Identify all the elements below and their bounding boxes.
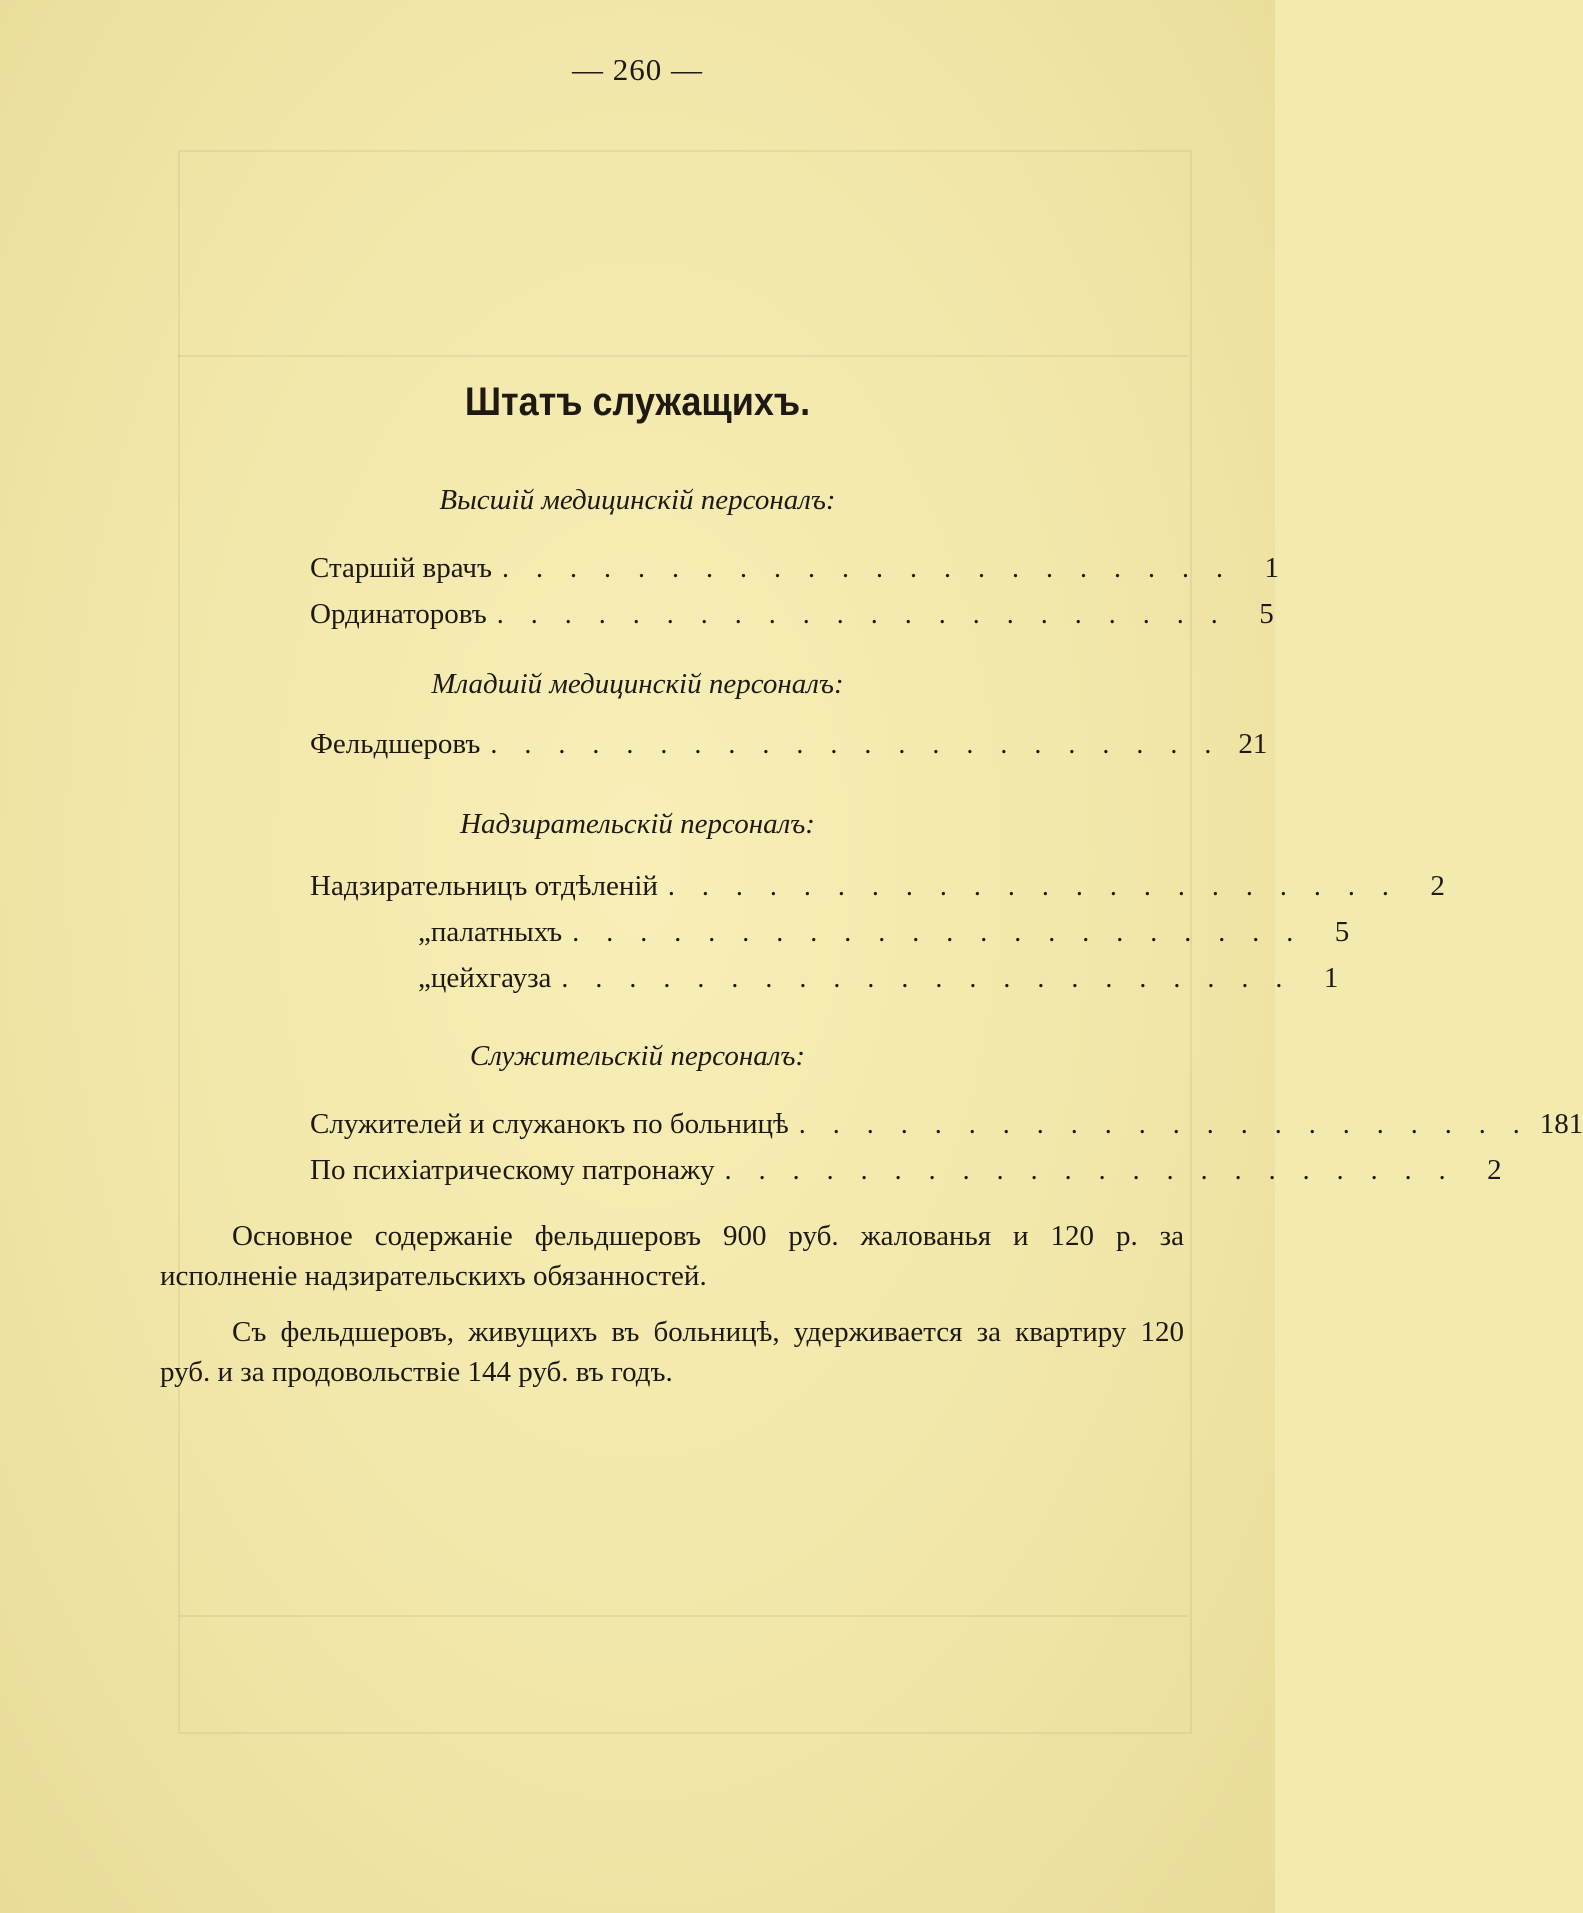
section-heading: Высшій медицинскій персоналъ: bbox=[439, 484, 836, 516]
staff-label: Служителей и служанокъ по больницѣ bbox=[310, 1108, 789, 1140]
staff-count: 181 bbox=[1539, 1108, 1583, 1140]
staff-row bbox=[310, 1154, 1502, 1194]
staff-count: 21 bbox=[1238, 728, 1268, 760]
leader-dots: . . . . . . . . . . . . . . . . . . . . . . bbox=[798, 1109, 1530, 1140]
staff-count: 5 bbox=[1334, 916, 1350, 948]
staff-label: Ординаторовъ bbox=[310, 598, 487, 630]
leader-dots: . . . . . . . . . . . . . . . . . . . . . . bbox=[490, 729, 1222, 760]
staff-row bbox=[310, 870, 1445, 910]
staff-row bbox=[310, 598, 1274, 638]
staff-count: 1 bbox=[1323, 962, 1339, 994]
staff-row bbox=[310, 962, 1339, 1002]
staff-row bbox=[310, 1108, 1583, 1148]
staff-label: По психіатрическому патронажу bbox=[310, 1154, 715, 1186]
staff-label: палатныхъ bbox=[430, 916, 563, 948]
staff-row bbox=[310, 916, 1350, 956]
staff-label: цейхгауза bbox=[430, 962, 552, 994]
staff-label: Надзирательницъ отдѣленій bbox=[310, 870, 658, 902]
staff-count: 1 bbox=[1264, 552, 1280, 584]
leader-dots: . . . . . . . . . . . . . . . . . . . . . . bbox=[561, 963, 1293, 994]
staff-label: Старшій врачъ bbox=[310, 552, 493, 584]
staff-row bbox=[310, 728, 1268, 768]
section-heading: Надзирательскій персоналъ: bbox=[460, 808, 815, 840]
bleed-through-rule bbox=[178, 355, 1188, 357]
leader-dots: . . . . . . . . . . . . . . . . . . . . . . bbox=[667, 871, 1399, 902]
leader-dots: . . . . . . . . . . . . . . . . . . . . . . bbox=[502, 553, 1234, 584]
ditto-mark: „ bbox=[418, 916, 431, 948]
leader-dots: . . . . . . . . . . . . . . . . . . . . . . bbox=[724, 1155, 1456, 1186]
leader-dots: . . . . . . . . . . . . . . . . . . . . . . bbox=[572, 917, 1304, 948]
ditto-mark: „ bbox=[418, 962, 431, 994]
staff-label: Фельдшеровъ bbox=[310, 728, 481, 760]
staff-row bbox=[310, 552, 1280, 592]
page-number: — 260 — bbox=[572, 52, 703, 87]
salary-paragraph: Основное содержаніе фельдшеровъ 900 руб. жалованья и 120 р. за исполненіе надзирательскихъ обязанностей. bbox=[160, 1220, 1184, 1292]
section-heading: Младшій медицинскій персоналъ: bbox=[431, 668, 844, 700]
staff-count: 2 bbox=[1487, 1154, 1502, 1186]
deduction-paragraph: Съ фельдшеровъ, живущихъ въ больницѣ, удерживается за квартиру 120 руб. и за продовольствіе 144 руб. въ годъ. bbox=[160, 1316, 1184, 1388]
section-heading: Служительскій персоналъ: bbox=[469, 1040, 806, 1072]
bleed-through-rule bbox=[178, 1615, 1188, 1617]
staff-count: 5 bbox=[1259, 598, 1274, 630]
leader-dots: . . . . . . . . . . . . . . . . . . . . . . bbox=[496, 599, 1228, 630]
page-title: Штатъ служащихъ. bbox=[464, 380, 811, 424]
staff-count: 2 bbox=[1430, 870, 1445, 902]
